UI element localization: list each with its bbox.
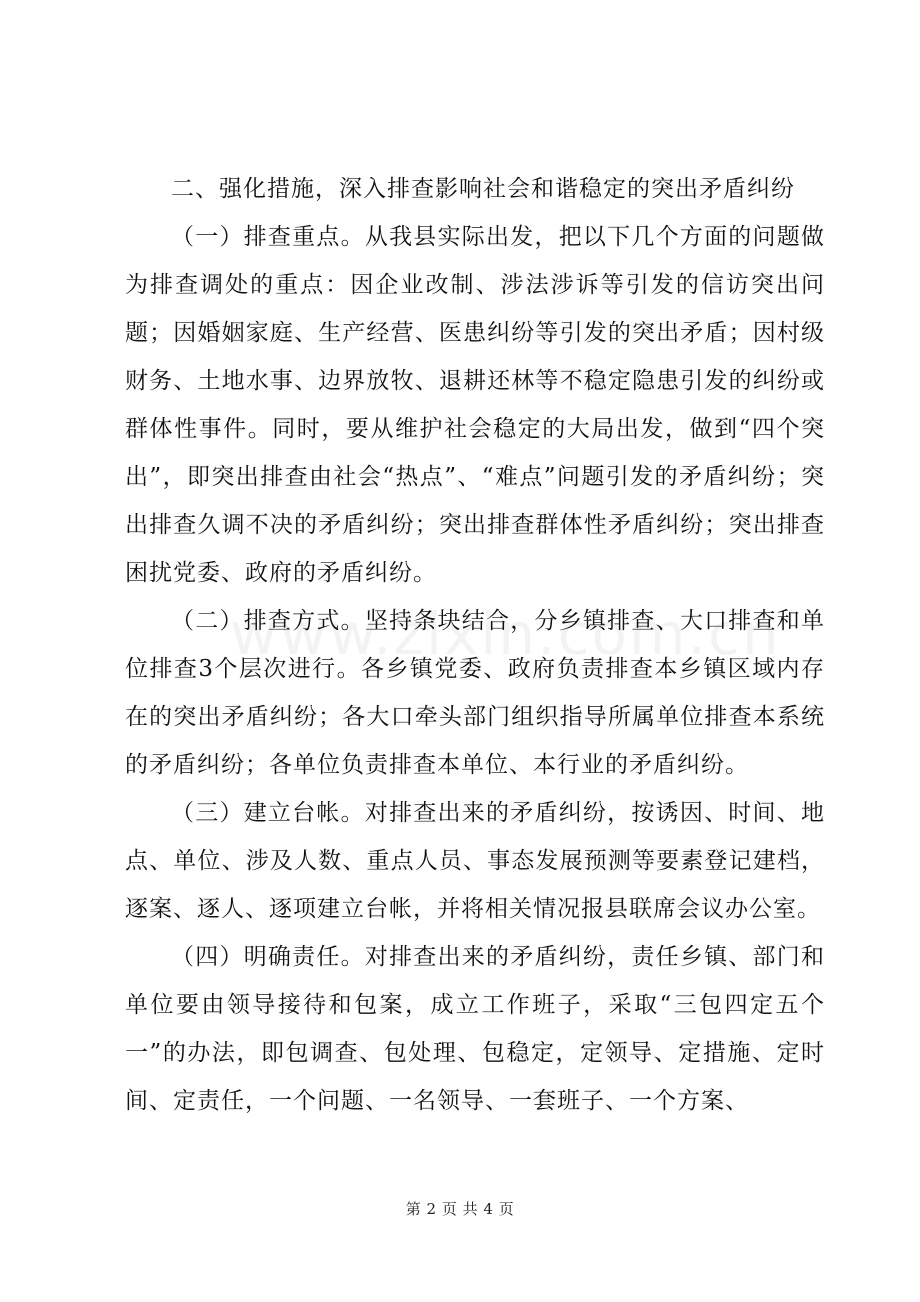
paragraph-investigation-method: （二）排查方式。坚持条块结合，分乡镇排查、大口排查和单位排查3个层次进行。各乡镇党委、政府负责排查本乡镇区域内存在的突出矛盾纠纷；各大口牵头部门组织指导所属单位排查本系统的矛盾纠纷；各单位负责排查本单位、本行业的矛盾纠纷。: [125, 608, 825, 778]
paragraph-clarify-responsibility: （四）明确责任。对排查出来的矛盾纠纷，责任乡镇、部门和单位要由领导接待和包案，成立工作班子，采取“三包四定五个一”的办法，即包调查、包处理、包稳定，定领导、定措施、定时间、定责任，一个问题、一名领导、一套班子、一个方案、: [125, 944, 825, 1114]
page-footer: 第 2 页 共 4 页: [405, 1200, 515, 1218]
document-body: [125, 165, 825, 1125]
paragraph-establish-ledger: （三）建立台帐。对排查出来的矛盾纠纷，按诱因、时间、地点、单位、涉及人数、重点人员、事态发展预测等要素登记建档，逐案、逐人、逐项建立台帐，并将相关情况报县联席会议办公室。: [125, 800, 825, 922]
paragraph-investigation-focus: （一）排查重点。从我县实际出发，把以下几个方面的问题做为排查调处的重点：因企业改制、涉法涉诉等引发的信访突出问题；因婚姻家庭、生产经营、医患纠纷等引发的突出矛盾；因村级财务、土地水事、边界放牧、退耕还林等不稳定隐患引发的纠纷或群体性事件。同时，要从维护社会稳定的大局出发，做到“四个突出”，即突出排查由社会“热点”、“难点”问题引发的矛盾纠纷；突出排查久调不决的矛盾纠纷；突出排查群体性矛盾纠纷；突出排查困扰党委、政府的矛盾纠纷。: [125, 224, 825, 586]
section-heading: 二、强化措施，深入排查影响社会和谐稳定的突出矛盾纠纷: [171, 176, 795, 202]
